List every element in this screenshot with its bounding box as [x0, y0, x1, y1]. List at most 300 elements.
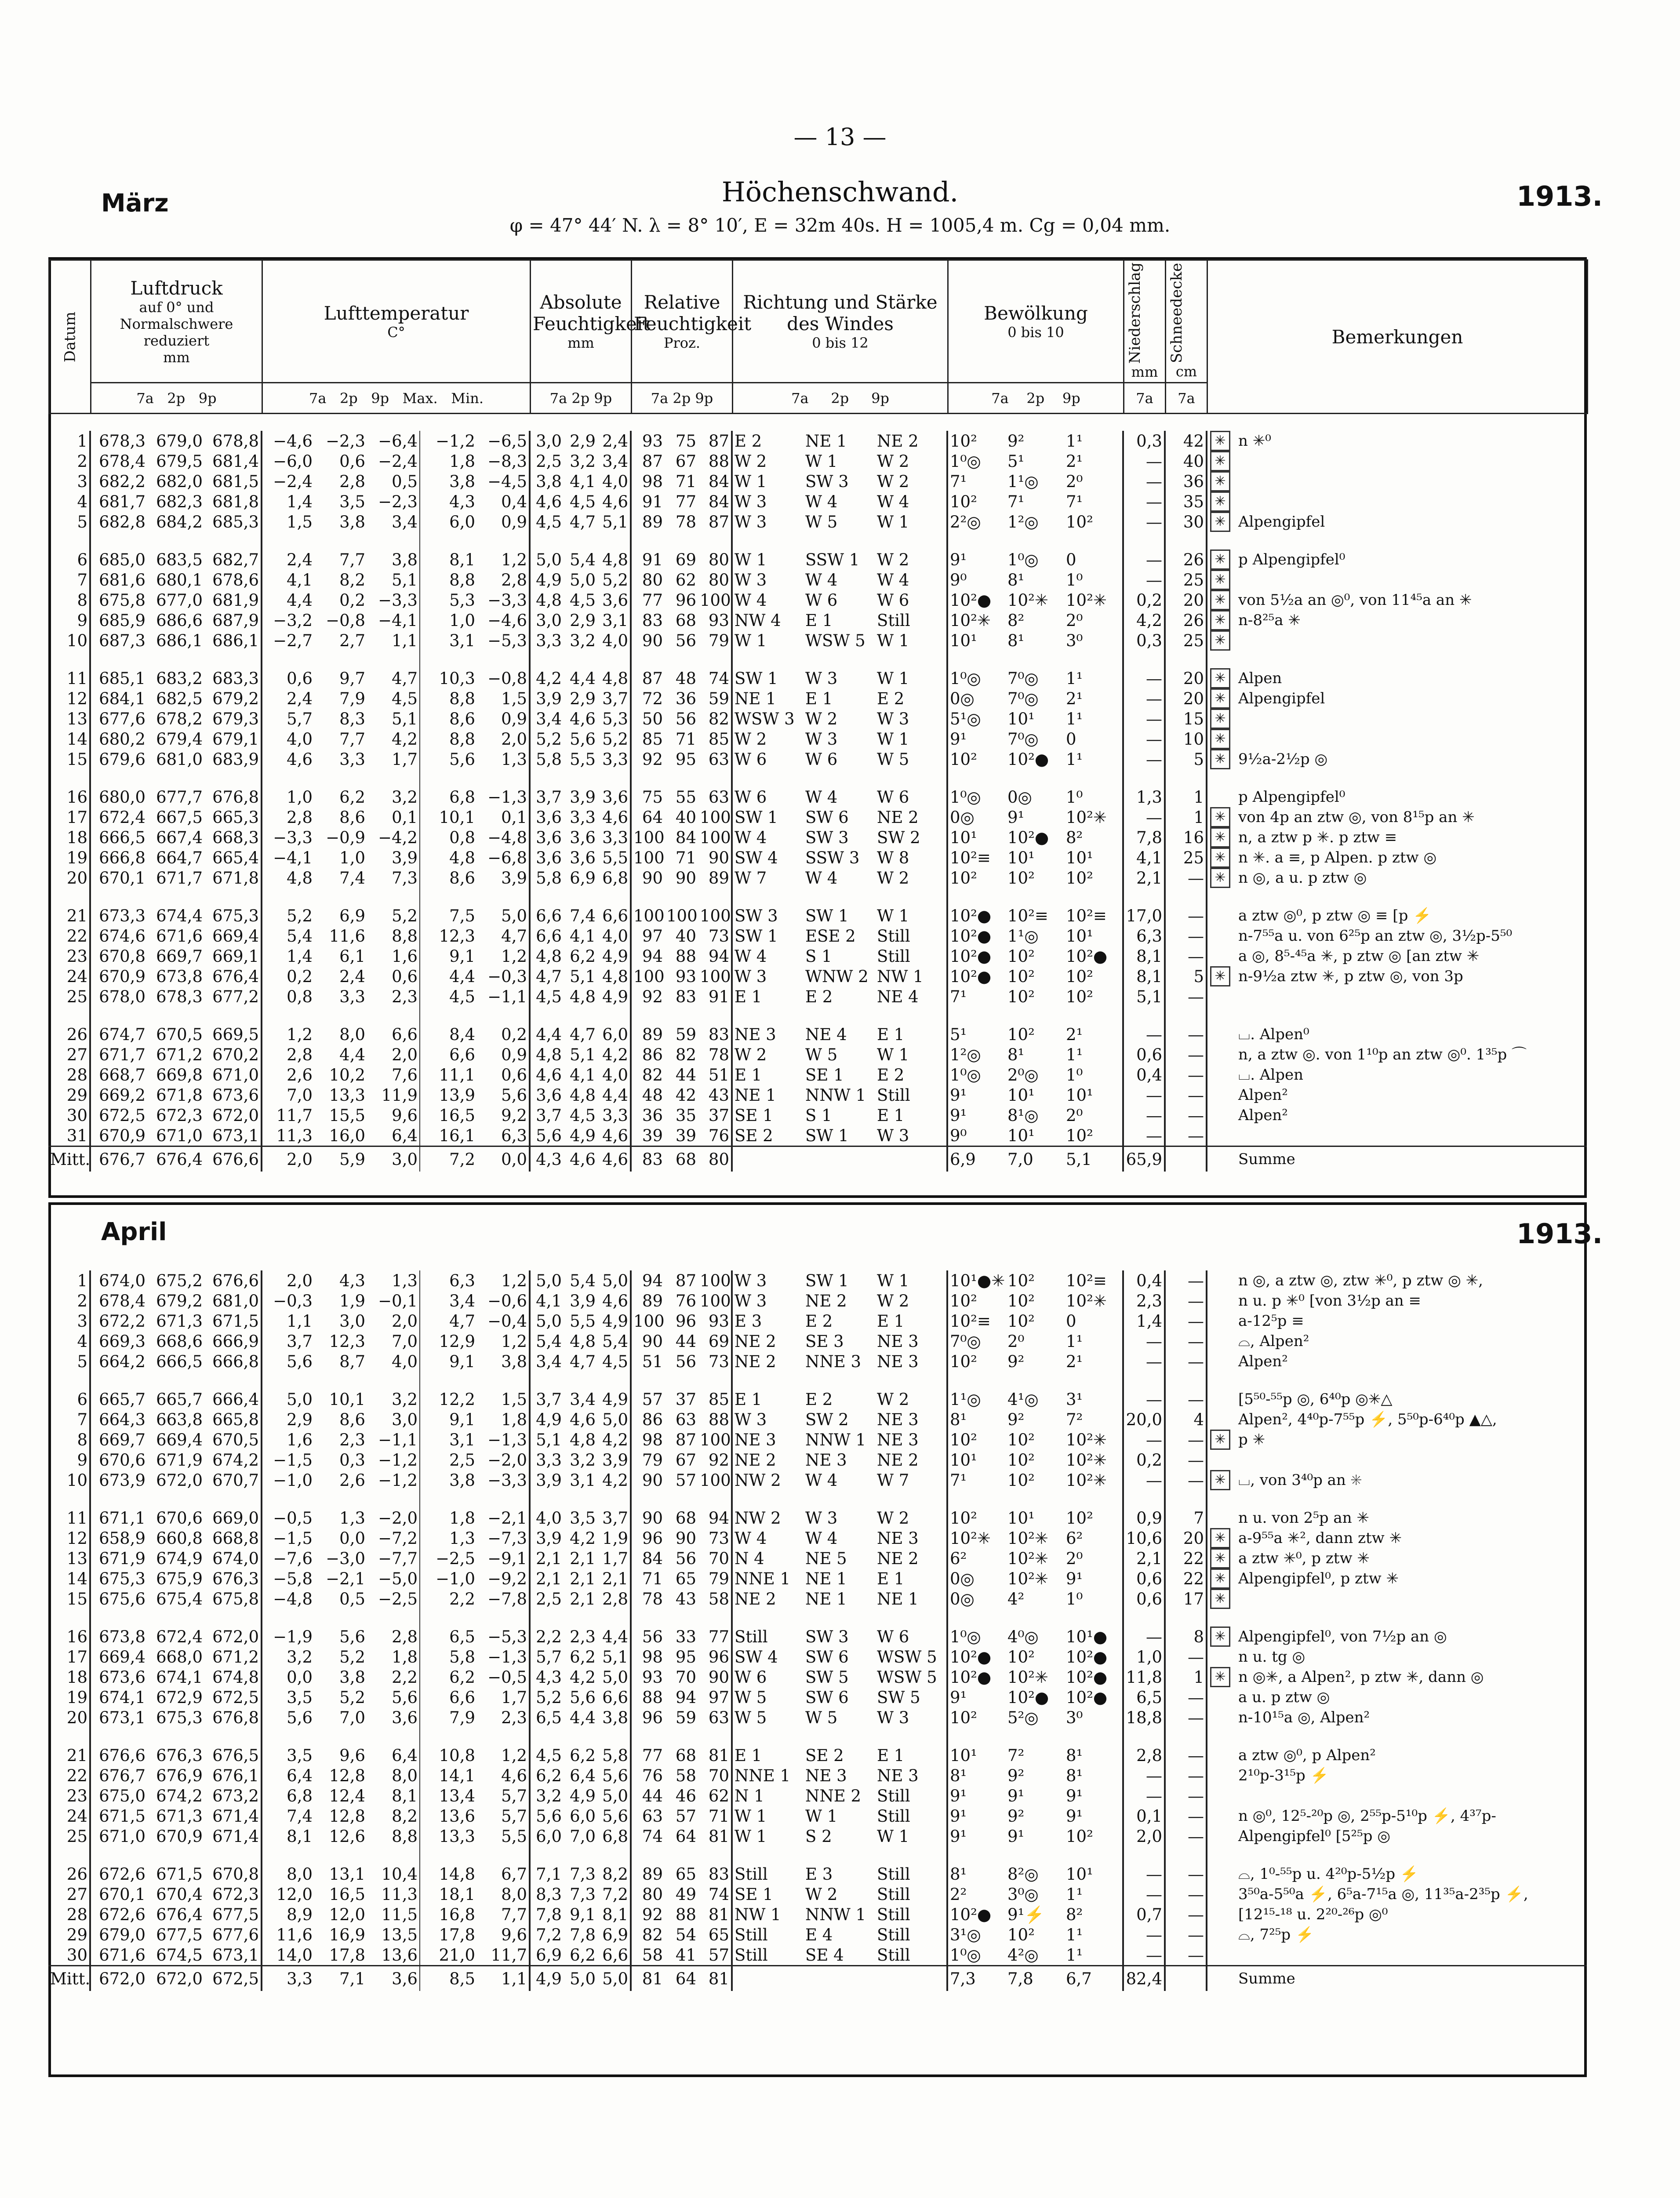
- cloud-7a: 9¹: [947, 1085, 1006, 1105]
- cloud-7a: 10²●: [947, 926, 1006, 946]
- snow-depth: 10: [1165, 729, 1207, 749]
- wind-2p: W 2: [805, 1885, 838, 1904]
- precip: —: [1123, 1925, 1165, 1945]
- cloud-9p: 10²≡: [1066, 1271, 1107, 1290]
- snow-cover-icon: ✳: [1210, 1589, 1230, 1609]
- snow-depth: 17: [1165, 1589, 1207, 1609]
- table-row: [48, 1765, 1587, 1786]
- abs-hum-9p: 5,0: [602, 1410, 628, 1429]
- cloud-9p: 1¹: [1066, 1885, 1083, 1904]
- precip: —: [1123, 512, 1165, 532]
- cloud-2p: 10²: [1007, 1430, 1035, 1449]
- cloud-7a: 0◎: [947, 1589, 1006, 1609]
- rel-hum-2p: 78: [675, 512, 696, 531]
- temp-7a: 12,0: [262, 1884, 314, 1904]
- cloud-2p: 10¹: [1007, 1508, 1035, 1528]
- pressure-2p: 668,6: [156, 1332, 203, 1351]
- remark: [1233, 1945, 1587, 1966]
- table-row: [48, 1687, 1587, 1707]
- temp-9p: 2,3: [392, 987, 418, 1006]
- temp-7a: 11,7: [262, 1105, 314, 1125]
- day: 26: [66, 1025, 87, 1044]
- wind-7a: W 3: [732, 512, 804, 532]
- snow-depth: 20: [1165, 590, 1207, 610]
- cloud-7a: 10²: [947, 749, 1006, 769]
- temp-max: 8,8: [420, 729, 477, 749]
- wind-9p: E 2: [877, 689, 905, 708]
- cloud-7a: 10²●: [947, 590, 1006, 610]
- rel-hum-2p: 37: [675, 1390, 696, 1409]
- temp-min: 7,7: [501, 1905, 527, 1924]
- temp-9p: 8,8: [392, 1827, 418, 1846]
- wind-7a: E 1: [732, 1372, 804, 1409]
- wind-2p: SW 1: [805, 1126, 849, 1145]
- pressure-9p: 672,5: [212, 1688, 259, 1707]
- remark: n-7⁵⁵a u. von 6²⁵p an ztw ◎, 3½p-5⁵⁰: [1238, 927, 1513, 945]
- abs-hum-2p: 6,4: [570, 1766, 596, 1785]
- snow-depth: —: [1165, 1270, 1207, 1291]
- wind-7a: NE 3: [732, 1007, 804, 1044]
- cloud-7a: 1⁰◎: [947, 1945, 1006, 1966]
- cloud-2p: 2⁰◎: [1007, 1065, 1039, 1084]
- wind-7a: W 1: [732, 532, 804, 570]
- temp-7a: 1,0: [262, 769, 314, 807]
- pressure-7a: 670,1: [90, 868, 147, 888]
- cloud-9p: 7²: [1066, 1410, 1083, 1429]
- table-row: [48, 471, 1587, 491]
- snow-icon-cell: [1207, 966, 1233, 986]
- table-row: [48, 532, 1587, 570]
- rel-hum-2p: 59: [675, 1708, 696, 1727]
- wind-7a: NE 2: [732, 1589, 804, 1609]
- temp-max: 13,6: [420, 1806, 477, 1826]
- pressure-2p: 671,7: [156, 868, 203, 888]
- rel-hum-2p: 94: [675, 1688, 696, 1707]
- wind-2p: NE 1: [805, 1569, 847, 1588]
- pressure-2p: 686,6: [156, 611, 203, 630]
- snow-icon-cell: [1207, 769, 1233, 807]
- rel-hum-7a: 91: [631, 532, 665, 570]
- pressure-9p: 669,1: [212, 946, 259, 966]
- abs-hum-2p: 2,3: [570, 1627, 596, 1646]
- temp-7a: 11,3: [262, 1125, 314, 1146]
- wind-9p: W 2: [877, 550, 909, 569]
- cloud-2p: 10¹: [1007, 1085, 1035, 1105]
- wind-2p: W 6: [805, 590, 838, 610]
- pressure-2p: 678,2: [156, 709, 203, 728]
- snow-depth: —: [1165, 1351, 1207, 1372]
- wind-2p: E 1: [805, 611, 833, 630]
- temp-2p: 9,7: [339, 669, 365, 688]
- abs-hum-9p: 5,3: [602, 709, 628, 728]
- wind-7a: Still: [732, 1609, 804, 1647]
- cloud-9p: 8²: [1066, 828, 1083, 847]
- precip: 5,1: [1123, 986, 1165, 1007]
- snow-cover-icon: ✳: [1210, 1627, 1230, 1647]
- pressure-7a: 673,9: [90, 1470, 147, 1490]
- day: 11: [66, 669, 87, 688]
- snow-cover-icon: ✳: [1210, 807, 1230, 827]
- temp-max: 2,2: [420, 1589, 477, 1609]
- pressure-9p: 676,3: [212, 1569, 259, 1588]
- day: 24: [66, 1806, 87, 1826]
- rel-hum-9p: 65: [708, 1925, 729, 1944]
- temp-7a: 1,5: [262, 512, 314, 532]
- snow-cover-icon: ✳: [1210, 848, 1230, 868]
- abs-hum-2p: 6,2: [570, 1945, 596, 1965]
- rel-hum-7a: 77: [631, 1728, 665, 1765]
- temp-min: −2,0: [487, 1450, 527, 1470]
- snow-icon-cell: [1207, 1667, 1233, 1687]
- abs-hum-2p: 5,5: [570, 1311, 596, 1331]
- pressure-9p: 685,3: [212, 512, 259, 531]
- wind-7a: E 1: [732, 986, 804, 1007]
- cloud-9p: 10¹: [1066, 1864, 1093, 1884]
- wind-7a: W 4: [732, 590, 804, 610]
- rel-hum-9p: 43: [708, 1085, 729, 1105]
- table-row: [48, 1728, 1587, 1765]
- rel-hum-7a: 84: [631, 1548, 665, 1568]
- wind-7a: NE 2: [732, 1351, 804, 1372]
- wind-2p: SW 3: [805, 828, 849, 847]
- rel-hum-7a: 48: [631, 1085, 665, 1105]
- rel-hum-7a: 89: [631, 1007, 665, 1044]
- cloud-2p: 10²✳: [1007, 1549, 1048, 1568]
- wind-2p: NE 2: [805, 1291, 847, 1310]
- temp-min: −9,1: [487, 1549, 527, 1568]
- temp-min: −5,3: [487, 1627, 527, 1646]
- temp-2p: 8,0: [339, 1025, 365, 1044]
- abs-hum-9p: 4,6: [602, 1126, 628, 1145]
- snow-icon-cell: [1207, 630, 1233, 651]
- temp-7a: 4,8: [262, 868, 314, 888]
- snow-icon-cell: [1207, 946, 1233, 966]
- day: 17: [66, 1647, 87, 1667]
- table-row: [48, 1568, 1587, 1589]
- cloud-9p: 1¹: [1066, 669, 1083, 688]
- abs-hum-7a: 5,7: [530, 1647, 564, 1667]
- year-april: 1913.: [1516, 1218, 1603, 1250]
- wind-9p: W 2: [877, 451, 909, 471]
- precip: 1,3: [1123, 769, 1165, 807]
- snow-icon-cell: [1207, 1146, 1233, 1172]
- remark: n u. p ✳⁰ [von 3½p an ≡: [1238, 1292, 1421, 1310]
- abs-hum-2p: 4,1: [570, 1065, 596, 1084]
- pressure-9p: 673,2: [212, 1786, 259, 1805]
- temp-7a: 2,6: [262, 1065, 314, 1085]
- temp-9p: 5,1: [392, 709, 418, 728]
- temp-min: 0,9: [501, 1045, 527, 1064]
- temp-7a: 2,9: [262, 1409, 314, 1430]
- cloud-7a: 7¹: [947, 471, 1006, 491]
- remark: [1233, 451, 1587, 471]
- cloud-7a: 10²: [947, 1351, 1006, 1372]
- cloud-7a: 1⁰◎: [947, 651, 1006, 688]
- rel-hum-7a: 100: [631, 848, 665, 868]
- pressure-7a: 665,7: [90, 1372, 147, 1409]
- temp-2p: 8,6: [339, 808, 365, 827]
- remark: n-10¹⁵a ◎, Alpen²: [1238, 1709, 1370, 1726]
- snow-icon-cell: [1207, 926, 1233, 946]
- wind-2p: SW 3: [805, 472, 849, 491]
- snow-depth: 25: [1165, 570, 1207, 590]
- pressure-9p: 672,0: [212, 1106, 259, 1125]
- temp-max: 3,8: [420, 471, 477, 491]
- temp-7a: 7,4: [262, 1806, 314, 1826]
- wind-2p: SW 2: [805, 1410, 849, 1429]
- rel-hum-7a: 91: [631, 491, 665, 512]
- wind-9p: E 2: [877, 1065, 905, 1084]
- rel-hum-9p: 80: [708, 570, 729, 590]
- wind-2p: E 4: [805, 1925, 833, 1944]
- rel-hum-2p: 90: [675, 868, 696, 888]
- temp-min: −0,8: [487, 669, 527, 688]
- temp-2p: 13,1: [329, 1864, 365, 1884]
- rel-hum-9p: 83: [708, 1025, 729, 1044]
- day: 9: [77, 1450, 87, 1470]
- snow-cover-icon: ✳: [1210, 431, 1230, 451]
- abs-hum-2p: 4,4: [570, 1708, 596, 1727]
- wind-7a: SE 1: [732, 1105, 804, 1125]
- wind-2p: S 2: [805, 1827, 832, 1846]
- snow-cover-icon: ✳: [1210, 570, 1230, 590]
- wind-7a: E 1: [732, 1728, 804, 1765]
- table-row: [48, 431, 1587, 451]
- pressure-9p: 666,4: [212, 1390, 259, 1409]
- temp-9p: 10,4: [381, 1864, 418, 1884]
- pressure-2p: 680,1: [156, 570, 203, 590]
- snow-cover-icon: ✳: [1210, 1430, 1230, 1450]
- pressure-2p: 673,8: [156, 967, 203, 986]
- cloud-2p: 5¹: [1007, 451, 1025, 471]
- cloud-7a: 5¹◎: [947, 709, 1006, 729]
- pressure-2p: 676,4: [156, 1905, 203, 1924]
- temp-9p: 0,1: [392, 808, 418, 827]
- table-row: [48, 570, 1587, 590]
- temp-min: 6,7: [501, 1864, 527, 1884]
- temp-2p: 3,3: [339, 987, 365, 1006]
- wind-9p: W 2: [877, 1390, 909, 1409]
- temp-max: 13,9: [420, 1085, 477, 1105]
- pressure-2p: 670,5: [156, 1025, 203, 1044]
- abs-hum-7a: 3,6: [530, 807, 564, 827]
- temp-max: 9,1: [420, 946, 477, 966]
- temp-max: 6,6: [420, 1044, 477, 1065]
- rel-hum-9p: 79: [708, 1569, 729, 1588]
- temp-2p: 16,5: [329, 1885, 365, 1904]
- temp-min: 1,3: [501, 750, 527, 769]
- pressure-2p: 675,9: [156, 1569, 203, 1588]
- day: 7: [77, 1410, 87, 1429]
- abs-hum-2p: 7,8: [570, 1925, 596, 1944]
- snow-icon-cell: [1207, 570, 1233, 590]
- cloud-2p: 9²: [1007, 1766, 1025, 1785]
- temp-max: 7,2: [420, 1146, 477, 1172]
- temp-max: 21,0: [420, 1945, 477, 1966]
- wind-7a: W 5: [732, 1707, 804, 1728]
- temp-max: 9,1: [420, 1409, 477, 1430]
- temp-9p: 1,7: [392, 750, 418, 769]
- wind-7a: SW 4: [732, 1647, 804, 1667]
- temp-7a: 11,6: [262, 1925, 314, 1945]
- cloud-2p: 7⁰◎: [1007, 689, 1039, 708]
- table-row: [48, 807, 1587, 827]
- cloud-7a: 10²●: [947, 946, 1006, 966]
- rel-hum-9p: 83: [708, 1864, 729, 1884]
- abs-hum-7a: 5,2: [530, 729, 564, 749]
- precip: 1,0: [1123, 1647, 1165, 1667]
- pressure-2p: 672,3: [156, 1106, 203, 1125]
- temp-2p: 0,5: [339, 1589, 365, 1608]
- cloud-7a: 10²●: [947, 1667, 1006, 1687]
- abs-hum-2p: 5,1: [570, 967, 596, 986]
- col-lufttemperatur: Lufttemperatur C°: [262, 260, 531, 383]
- day: 8: [77, 1430, 87, 1449]
- wind-9p: E 1: [877, 1311, 905, 1331]
- cloud-7a: 10²: [947, 1707, 1006, 1728]
- wind-7a: E 1: [732, 1065, 804, 1085]
- snow-icon-cell: [1207, 749, 1233, 769]
- cloud-9p: 10²: [1066, 1508, 1093, 1528]
- wind-2p: E 2: [805, 1390, 833, 1409]
- wind-7a: E 2: [732, 431, 804, 451]
- snow-icon-cell: [1207, 827, 1233, 848]
- rel-hum-7a: 39: [631, 1125, 665, 1146]
- precip: 7,8: [1123, 827, 1165, 848]
- precip: —: [1123, 709, 1165, 729]
- temp-min: −3,3: [487, 1470, 527, 1490]
- day: 1: [77, 431, 87, 451]
- temp-7a: 5,6: [262, 1707, 314, 1728]
- wind-9p: Still: [877, 1864, 910, 1884]
- pressure-7a: 677,6: [90, 709, 147, 729]
- abs-hum-7a: 3,8: [530, 471, 564, 491]
- pressure-7a: 670,8: [90, 946, 147, 966]
- abs-hum-7a: 4,2: [530, 651, 564, 688]
- rel-hum-9p: 100: [700, 828, 731, 847]
- rel-hum-9p: 90: [708, 848, 729, 867]
- pressure-2p: 669,8: [156, 1065, 203, 1084]
- temp-7a: 3,7: [262, 1331, 314, 1351]
- wind-7a: SE 1: [732, 1884, 804, 1904]
- wind-7a: SW 1: [732, 651, 804, 688]
- day: 28: [66, 1065, 87, 1084]
- wind-9p: W 1: [877, 1827, 909, 1846]
- rel-hum-9p: 70: [708, 1766, 729, 1785]
- cloud-2p: 1⁰◎: [1007, 550, 1039, 569]
- sub-abs: 7a 2p 9p: [531, 383, 632, 414]
- pressure-2p: 675,2: [156, 1271, 203, 1290]
- abs-hum-9p: 7,2: [602, 1885, 628, 1904]
- temp-2p: 1,3: [339, 1508, 365, 1528]
- wind-9p: NE 3: [877, 1410, 919, 1429]
- pressure-7a: 680,2: [90, 729, 147, 749]
- rel-hum-9p: 76: [708, 1126, 729, 1145]
- remark: n ◎, a u. p ztw ◎: [1238, 869, 1367, 887]
- precip: —: [1123, 1351, 1165, 1372]
- rel-hum-7a: 77: [631, 590, 665, 610]
- temp-2p: 7,9: [339, 689, 365, 708]
- cloud-7a: 10¹●✳: [947, 1270, 1006, 1291]
- day: 3: [77, 1311, 87, 1331]
- wind-9p: Still: [877, 1945, 910, 1965]
- precip: 8,1: [1123, 946, 1165, 966]
- rel-hum-7a: 83: [631, 610, 665, 630]
- rel-hum-7a: 100: [631, 827, 665, 848]
- rel-hum-2p: 65: [675, 1864, 696, 1884]
- wind-9p: W 2: [877, 1508, 909, 1528]
- temp-9p: 6,4: [392, 1746, 418, 1765]
- rel-hum-7a: 76: [631, 1765, 665, 1786]
- wind-2p: SSW 3: [805, 848, 860, 867]
- temp-2p: 12,6: [329, 1827, 365, 1846]
- cloud-9p: 1¹: [1066, 1332, 1083, 1351]
- rel-hum-7a: 80: [631, 570, 665, 590]
- rel-hum-7a: 86: [631, 1409, 665, 1430]
- abs-hum-9p: 6,0: [602, 1025, 628, 1044]
- temp-2p: 0,0: [339, 1528, 365, 1548]
- abs-hum-7a: 3,9: [530, 688, 564, 709]
- snow-depth: —: [1165, 1806, 1207, 1826]
- rel-hum-9p: 77: [708, 1627, 729, 1646]
- rel-hum-7a: 94: [631, 1270, 665, 1291]
- temp-2p: 16,0: [329, 1126, 365, 1145]
- pressure-9p: 678,8: [212, 431, 259, 451]
- temp-2p: 5,2: [339, 1647, 365, 1667]
- pressure-9p: 670,7: [212, 1470, 259, 1490]
- temp-7a: 1,4: [262, 946, 314, 966]
- pressure-7a: 675,3: [90, 1568, 147, 1589]
- snow-cover-icon: ✳: [1210, 1470, 1230, 1490]
- cloud-9p: 10²: [1066, 1126, 1093, 1145]
- day: 16: [66, 1627, 87, 1646]
- abs-hum-9p: 4,9: [602, 1311, 628, 1331]
- wind-9p: NE 3: [877, 1352, 919, 1371]
- abs-hum-7a: 5,0: [530, 1311, 564, 1331]
- temp-max: 14,8: [420, 1846, 477, 1884]
- abs-hum-7a: 5,0: [530, 1270, 564, 1291]
- pressure-7a: 675,6: [90, 1589, 147, 1609]
- abs-hum-7a: 4,5: [530, 986, 564, 1007]
- pressure-2p: 679,2: [156, 1291, 203, 1310]
- table-row: [48, 491, 1587, 512]
- rel-hum-7a: 63: [631, 1806, 665, 1826]
- abs-hum-7a: 6,5: [530, 1707, 564, 1728]
- abs-hum-7a: 4,0: [530, 1490, 564, 1528]
- temp-7a: −4,8: [262, 1589, 314, 1609]
- snow-icon-cell: [1207, 888, 1233, 926]
- temp-max: 13,4: [420, 1786, 477, 1806]
- rel-hum-7a: 81: [631, 1966, 665, 1991]
- rel-hum-2p: 46: [675, 1786, 696, 1805]
- temp-min: 4,6: [501, 1766, 527, 1785]
- pressure-2p: 660,8: [156, 1528, 203, 1548]
- snow-icon-cell: [1207, 807, 1233, 827]
- pressure-2p: 671,6: [156, 926, 203, 946]
- abs-hum-2p: 6,2: [570, 1746, 596, 1765]
- abs-hum-7a: 5,0: [530, 532, 564, 570]
- rel-hum-7a: 86: [631, 1044, 665, 1065]
- cloud-7a: 10²: [947, 491, 1006, 512]
- precip: —: [1123, 749, 1165, 769]
- pressure-2p: 682,5: [156, 689, 203, 708]
- day: 18: [66, 1667, 87, 1687]
- cloud-7a: 0◎: [947, 688, 1006, 709]
- wind-2p: W 4: [805, 787, 838, 807]
- snow-icon-cell: [1207, 1007, 1233, 1044]
- rel-hum-9p: 100: [700, 1430, 731, 1449]
- wind-9p: W 1: [877, 631, 909, 650]
